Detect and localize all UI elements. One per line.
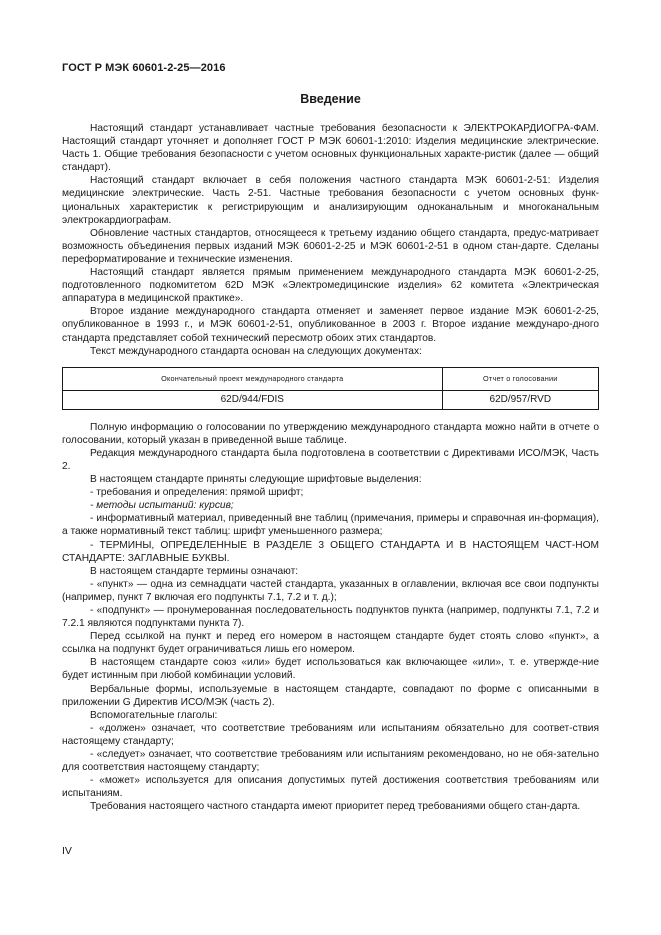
paragraph: Вспомогательные глаголы:: [90, 709, 218, 721]
table-row: [63, 390, 599, 409]
table-cell: 62D/957/RVD: [442, 390, 598, 409]
section-title: Введение: [300, 92, 361, 106]
paragraph: Настоящий стандарт является прямым применением международного стандарта МЭК 60601-2-25, подготовленного подкомитетом 62D МЭК «Электромедицинские изделия» 62 комитета «Электрическая аппаратура в медицинской практике».: [62, 267, 599, 305]
list-item: - «пункт» — одна из семнадцати частей стандарта, указанных в оглавлении, включая все свои подпункты (например, пункт 7 включая его подпункты 7.1, 7.2 и т. д.);: [62, 578, 599, 603]
page-number: IV: [62, 845, 72, 857]
table-header-cell: Отчет о голосовании: [442, 367, 598, 390]
paragraph: Перед ссылкой на пункт и перед его номером в настоящем стандарте будет стоять слово «пункт», а ссылка на подпункт будет ограничиваться лишь его номером.: [62, 631, 599, 656]
list-item: - информативный материал, приведенный вне таблиц (примечания, примеры и справочная ин-формация), а также нормативный текст таблиц: шрифт уменьшенного размера;: [62, 513, 599, 538]
list-item: - ТЕРМИНЫ, ОПРЕДЕЛЕННЫЕ В РАЗДЕЛЕ 3 ОБЩЕГО СТАНДАРТА И В НАСТОЯЩЕМ ЧАСТ-НОМ СТАНДАРТЕ: ЗАГЛАВНЫЕ БУКВЫ.: [62, 539, 599, 564]
paragraph: Второе издание международного стандарта отменяет и заменяет первое издание МЭК 60601-2-25, опубликованное в 1993 г., и МЭК 60601-2-51, опубликованное в 2003 г. Второе издание междунаро-дного стандарта представляет собой технический пересмотр обоих этих стандартов.: [62, 306, 599, 344]
table-header-cell: Окончательный проект международного стандарта: [63, 367, 443, 390]
list-item: - требования и определения: прямой шрифт;: [90, 487, 304, 499]
table-cell: 62D/944/FDIS: [63, 390, 443, 409]
list-item: - «подпункт» — пронумерованная последовательность подпунктов пункта (например, подпункты 7.1, 7.2 и 7.2.1 являются подпунктами пункта 7).: [62, 605, 599, 630]
paragraph: Полную информацию о голосовании по утверждению международного стандарта можно найти в отчете о голосовании, который указан в приведенной выше таблице.: [62, 421, 599, 446]
list-item-italic: - методы испытаний: курсив;: [90, 500, 234, 512]
list-item: - «должен» означает, что соответствие требованиям или испытаниям обязательно для соответ-ствия настоящему стандарту;: [62, 722, 599, 747]
section-body: [62, 122, 599, 814]
paragraph: Вербальные формы, используемые в настоящем стандарте, совпадают по форме с описанными в приложении G Директив ИСО/МЭК (часть 2).: [62, 683, 599, 708]
paragraph: В настоящем стандарте союз «или» будет использоваться как включающее «или», т. е. утвержде-ние будет истинным при любой комбинации условий.: [62, 657, 599, 682]
paragraph: Настоящий стандарт включает в себя положения частного стандарта МЭК 60601-2-51: Изделия медицинские электрические. Часть 2-51. Частные требования безопасности с учетом основных функ-циональных характеристик к регистрирующим и анализирующим одноканальным и многоканальным электрокардиографам.: [62, 175, 599, 226]
list-item: - «следует» означает, что соответствие требованиям или испытаниям рекомендовано, но не обя-зательно для соответствия настоящему стандарту;: [62, 749, 599, 774]
paragraph: Текст международного стандарта основан на следующих документах:: [90, 345, 422, 357]
paragraph: Настоящий стандарт устанавливает частные требования безопасности к ЭЛЕКТРОКАРДИОГРА-ФАМ. Настоящий стандарт уточняет и дополняет ГОСТ Р МЭК 60601-1:2010: Изделия медицинские электрические. Часть 1. Общие требования безопасности с учетом основных функциональных характе-ристик (далее — общий стандарт).: [62, 123, 599, 174]
table-header-row: [63, 367, 599, 390]
paragraph: Редакция международного стандарта была подготовлена в соответствии с Директивами ИСО/МЭК, Часть 2.: [62, 447, 599, 472]
paragraph: В настоящем стандарте приняты следующие шрифтовые выделения:: [90, 474, 422, 486]
list-item: - «может» используется для описания допустимых путей достижения соответствия требованиям или испытаниям.: [62, 775, 599, 800]
running-header: ГОСТ Р МЭК 60601-2-25—2016: [62, 62, 226, 74]
paragraph: Требования настоящего частного стандарта имеют приоритет перед требованиями общего стан-дарта.: [90, 801, 581, 813]
documents-table: [62, 367, 599, 410]
paragraph: Обновление частных стандартов, относящееся к третьему изданию общего стандарта, предус-матривает возможность объединения первых изданий МЭК 60601-2-25 и МЭК 60601-2-51 в одном стан-дарте. Сделаны переформатирование и технические изменения.: [62, 227, 599, 265]
paragraph: В настоящем стандарте термины означают:: [90, 565, 299, 577]
